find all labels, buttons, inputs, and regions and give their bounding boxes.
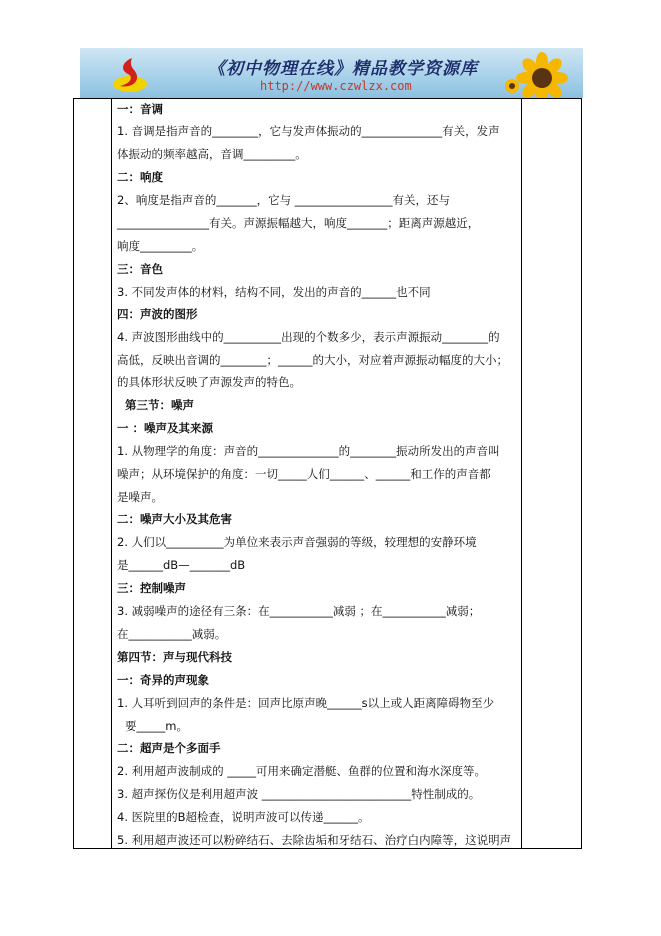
text-line: 是______dB—_______dB bbox=[117, 558, 246, 572]
text-line: 1. 人耳听到回声的条件是：回声比原声晚______s以上或人距离障碍物至少 bbox=[117, 696, 495, 710]
header-banner bbox=[80, 48, 583, 98]
table-divider-left bbox=[111, 99, 112, 848]
red-s-logo-icon bbox=[108, 54, 148, 94]
text-line: 2. 利用超声波制成的 _____可用来确定潜艇、鱼群的位置和海水深度等。 bbox=[117, 764, 487, 778]
text-line: ________________有关。声源振幅越大，响度_______；距离声源越近， bbox=[117, 216, 480, 230]
section-heading: 第四节：声与现代科技 bbox=[117, 650, 232, 664]
section-heading: 第三节：噪声 bbox=[125, 398, 194, 412]
text-line: 5. 利用超声波还可以粉碎结石、去除齿垢和牙结石、治疗白内障等，这说明声 bbox=[117, 833, 512, 847]
text-line: 的具体形状反映了声源发声的特色。 bbox=[117, 375, 301, 389]
section-heading: 一：音调 bbox=[117, 102, 163, 116]
banner-url[interactable]: http://www.czwlzx.com bbox=[260, 79, 412, 93]
section-heading: 四：声波的图形 bbox=[117, 307, 198, 321]
text-line: 3. 超声探伤仪是利用超声波 __________________________特性制成的。 bbox=[117, 787, 481, 801]
text-line: 2、响度是指声音的_______，它与 _________________有关，还与 bbox=[117, 193, 450, 207]
text-line: 2. 人们以__________为单位来表示声音强弱的等级，较理想的安静环境 bbox=[117, 535, 477, 549]
text-line: 4. 医院里的B超检查，说明声波可以传递______。 bbox=[117, 810, 370, 824]
text-line: 1. 音调是指声音的________，它与发声体振动的______________有关，发声 bbox=[117, 124, 500, 138]
section-heading: 一 ：噪声及其来源 bbox=[117, 421, 214, 435]
text-line: 高低，反映出音调的________；______的大小，对应着声源振动幅度的大小； bbox=[117, 353, 508, 367]
section-heading: 一：奇异的声现象 bbox=[117, 673, 209, 687]
section-heading: 二：响度 bbox=[117, 170, 163, 184]
text-line: 要_____m。 bbox=[125, 719, 188, 733]
section-heading: 二：噪声大小及其危害 bbox=[117, 512, 232, 526]
text-line: 4. 声波图形曲线中的__________出现的个数多少，表示声源振动________的 bbox=[117, 330, 500, 344]
text-line: 3. 不同发声体的材料，结构不同，发出的声音的______也不同 bbox=[117, 285, 431, 299]
text-line: 在___________减弱。 bbox=[117, 627, 227, 641]
text-line: 是噪声。 bbox=[117, 490, 163, 504]
worksheet-table bbox=[73, 98, 582, 849]
text-line: 响度_________。 bbox=[117, 239, 204, 253]
banner-title: 《初中物理在线》精品教学资源库 bbox=[208, 59, 478, 79]
text-line: 1. 从物理学的角度：声音的______________的________振动所发出的声音叫 bbox=[117, 444, 500, 458]
text-line: 噪声；从环境保护的角度：一切_____人们______、______和工作的声音都 bbox=[117, 467, 491, 481]
text-line: 体振动的频率越高，音调_________。 bbox=[117, 147, 307, 161]
section-heading: 三：控制噪声 bbox=[117, 581, 186, 595]
sunflower-icon bbox=[504, 52, 574, 98]
section-heading: 二：超声是个多面手 bbox=[117, 741, 221, 755]
text-line: 3. 减弱噪声的途径有三条：在___________减弱 ；在___________减弱； bbox=[117, 604, 481, 618]
table-divider-right bbox=[521, 99, 522, 848]
section-heading: 三：音色 bbox=[117, 262, 163, 276]
